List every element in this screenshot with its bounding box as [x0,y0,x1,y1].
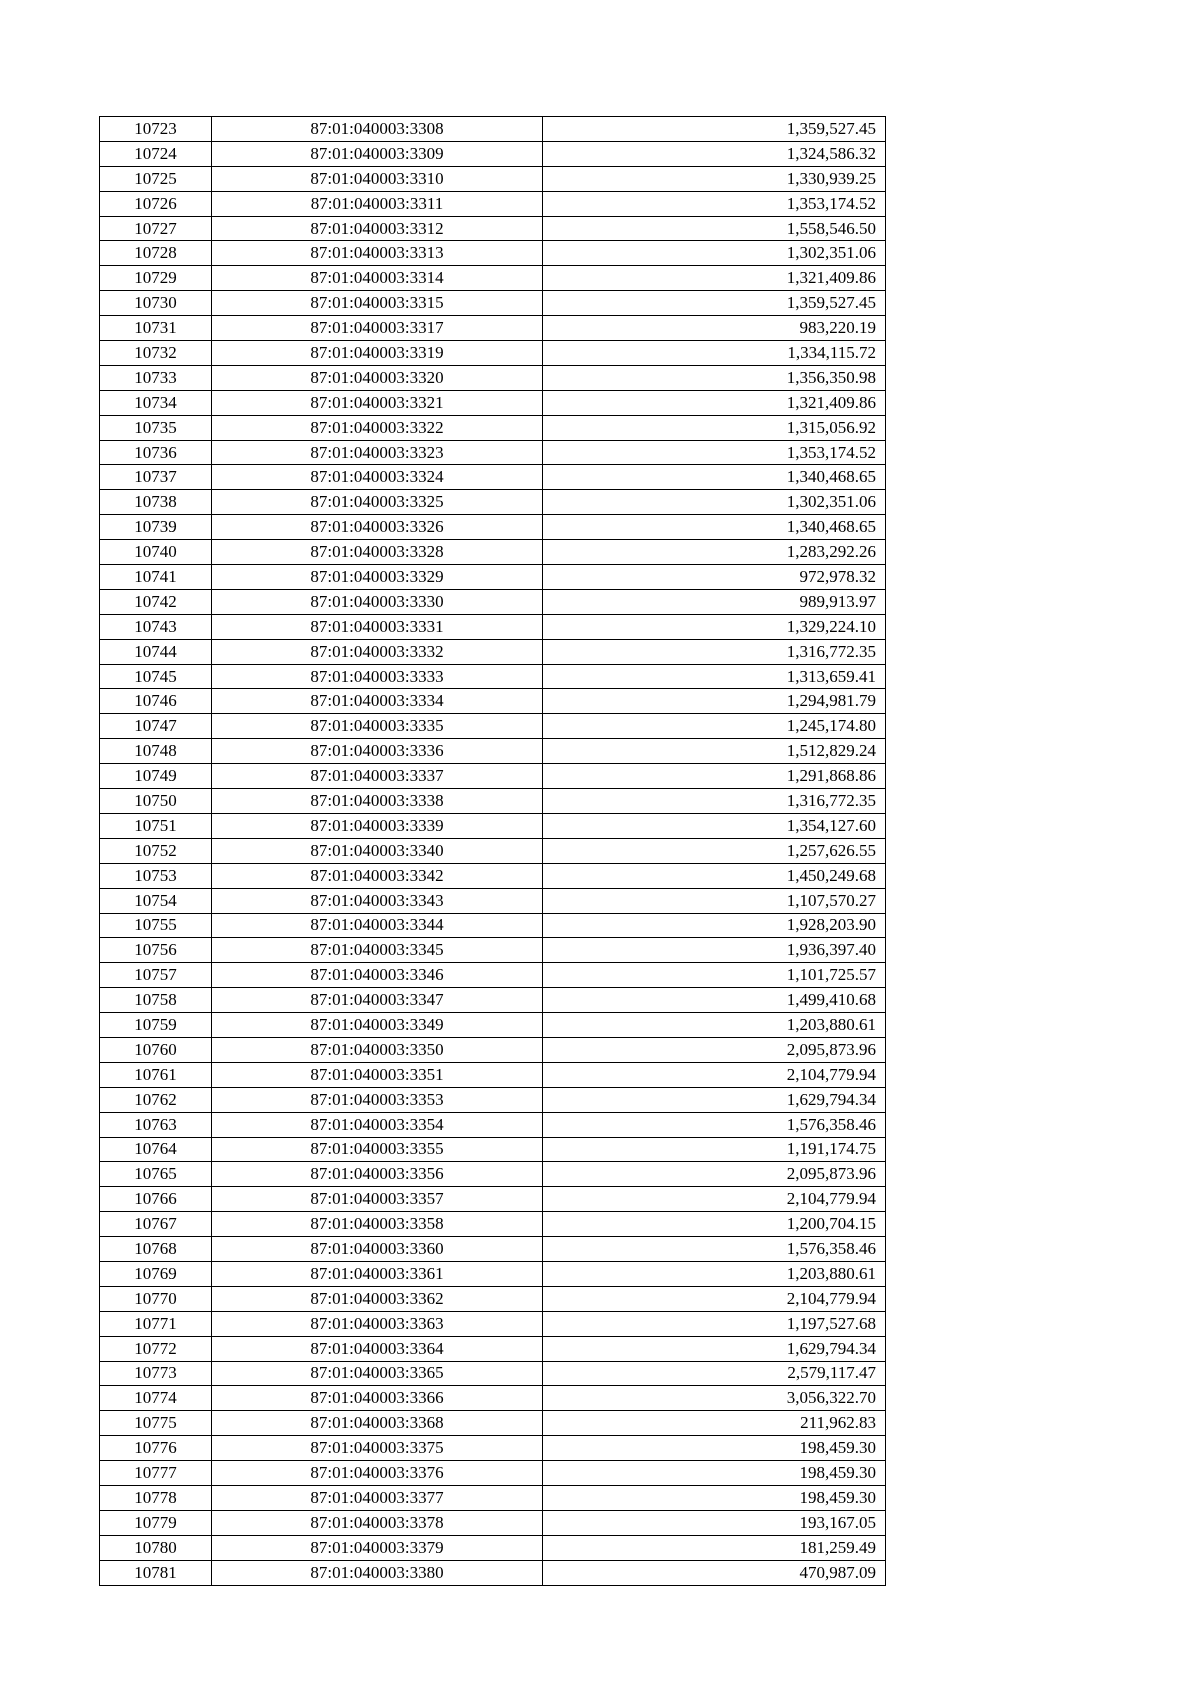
cadastral-number-cell: 87:01:040003:3342 [212,863,543,888]
row-number-cell: 10727 [100,216,212,241]
row-number-cell: 10737 [100,465,212,490]
value-cell: 1,353,174.52 [543,191,886,216]
table-row [100,1510,886,1535]
row-number-cell: 10758 [100,988,212,1013]
table-row [100,689,886,714]
value-cell: 1,245,174.80 [543,714,886,739]
cadastral-number-cell: 87:01:040003:3315 [212,291,543,316]
value-cell: 1,936,397.40 [543,938,886,963]
table-row [100,1311,886,1336]
value-cell: 1,928,203.90 [543,913,886,938]
value-cell: 1,257,626.55 [543,838,886,863]
value-cell: 211,962.83 [543,1411,886,1436]
value-cell: 1,629,794.34 [543,1336,886,1361]
table-row [100,515,886,540]
value-cell: 2,579,117.47 [543,1361,886,1386]
cadastral-number-cell: 87:01:040003:3334 [212,689,543,714]
table-row [100,390,886,415]
row-number-cell: 10728 [100,241,212,266]
table-row [100,1187,886,1212]
table-row [100,216,886,241]
value-cell: 2,104,779.94 [543,1187,886,1212]
row-number-cell: 10738 [100,490,212,515]
row-number-cell: 10759 [100,1013,212,1038]
row-number-cell: 10752 [100,838,212,863]
value-cell: 1,629,794.34 [543,1087,886,1112]
cadastral-number-cell: 87:01:040003:3313 [212,241,543,266]
row-number-cell: 10756 [100,938,212,963]
value-cell: 1,200,704.15 [543,1212,886,1237]
row-number-cell: 10767 [100,1212,212,1237]
row-number-cell: 10743 [100,614,212,639]
row-number-cell: 10774 [100,1386,212,1411]
table-row [100,1212,886,1237]
cadastral-number-cell: 87:01:040003:3346 [212,963,543,988]
cadastral-number-cell: 87:01:040003:3379 [212,1535,543,1560]
value-cell: 1,354,127.60 [543,813,886,838]
cadastral-number-cell: 87:01:040003:3325 [212,490,543,515]
cadastral-number-cell: 87:01:040003:3347 [212,988,543,1013]
row-number-cell: 10776 [100,1436,212,1461]
table-row [100,266,886,291]
table-row [100,739,886,764]
table-row [100,789,886,814]
value-cell: 1,283,292.26 [543,540,886,565]
table-row [100,838,886,863]
value-cell: 1,101,725.57 [543,963,886,988]
value-cell: 1,353,174.52 [543,440,886,465]
cadastral-number-cell: 87:01:040003:3351 [212,1062,543,1087]
row-number-cell: 10769 [100,1261,212,1286]
table-row [100,1237,886,1262]
row-number-cell: 10731 [100,316,212,341]
cadastral-number-cell: 87:01:040003:3311 [212,191,543,216]
table-row [100,1361,886,1386]
row-number-cell: 10747 [100,714,212,739]
cadastral-number-cell: 87:01:040003:3363 [212,1311,543,1336]
table-row [100,863,886,888]
value-cell: 1,558,546.50 [543,216,886,241]
row-number-cell: 10739 [100,515,212,540]
cadastral-number-cell: 87:01:040003:3308 [212,117,543,142]
cadastral-number-cell: 87:01:040003:3330 [212,589,543,614]
row-number-cell: 10761 [100,1062,212,1087]
value-cell: 198,459.30 [543,1485,886,1510]
table-row [100,1087,886,1112]
row-number-cell: 10741 [100,565,212,590]
value-cell: 1,316,772.35 [543,789,886,814]
row-number-cell: 10740 [100,540,212,565]
value-cell: 1,294,981.79 [543,689,886,714]
table-row [100,1261,886,1286]
cadastral-number-cell: 87:01:040003:3354 [212,1112,543,1137]
cadastral-number-cell: 87:01:040003:3362 [212,1286,543,1311]
row-number-cell: 10765 [100,1162,212,1187]
row-number-cell: 10772 [100,1336,212,1361]
row-number-cell: 10736 [100,440,212,465]
table-row [100,1336,886,1361]
row-number-cell: 10726 [100,191,212,216]
table-row [100,117,886,142]
cadastral-number-cell: 87:01:040003:3338 [212,789,543,814]
value-cell: 1,197,527.68 [543,1311,886,1336]
table-row [100,1037,886,1062]
cadastral-number-cell: 87:01:040003:3345 [212,938,543,963]
value-cell: 1,340,468.65 [543,465,886,490]
table-row [100,1485,886,1510]
cadastral-number-cell: 87:01:040003:3365 [212,1361,543,1386]
table-row [100,1062,886,1087]
cadastral-number-cell: 87:01:040003:3309 [212,141,543,166]
table-row [100,1411,886,1436]
table-row [100,490,886,515]
value-cell: 198,459.30 [543,1436,886,1461]
row-number-cell: 10764 [100,1137,212,1162]
value-cell: 1,512,829.24 [543,739,886,764]
table-row [100,813,886,838]
table-row [100,465,886,490]
table-row [100,440,886,465]
row-number-cell: 10742 [100,589,212,614]
cadastral-number-cell: 87:01:040003:3320 [212,365,543,390]
cadastral-number-cell: 87:01:040003:3349 [212,1013,543,1038]
row-number-cell: 10732 [100,341,212,366]
cadastral-number-cell: 87:01:040003:3368 [212,1411,543,1436]
row-number-cell: 10723 [100,117,212,142]
table-row [100,1560,886,1585]
value-cell: 2,104,779.94 [543,1286,886,1311]
value-cell: 1,302,351.06 [543,241,886,266]
row-number-cell: 10744 [100,639,212,664]
cadastral-number-cell: 87:01:040003:3360 [212,1237,543,1262]
row-number-cell: 10730 [100,291,212,316]
value-cell: 1,315,056.92 [543,415,886,440]
table-row [100,1535,886,1560]
table-row [100,1286,886,1311]
table-row [100,191,886,216]
table-row [100,639,886,664]
table-row [100,565,886,590]
value-cell: 1,191,174.75 [543,1137,886,1162]
cadastral-number-cell: 87:01:040003:3329 [212,565,543,590]
table-row [100,938,886,963]
row-number-cell: 10763 [100,1112,212,1137]
value-cell: 1,359,527.45 [543,117,886,142]
row-number-cell: 10725 [100,166,212,191]
table-row [100,415,886,440]
row-number-cell: 10746 [100,689,212,714]
cadastral-number-cell: 87:01:040003:3332 [212,639,543,664]
table-row [100,714,886,739]
row-number-cell: 10768 [100,1237,212,1262]
row-number-cell: 10779 [100,1510,212,1535]
table-row [100,1461,886,1486]
value-cell: 1,316,772.35 [543,639,886,664]
cadastral-number-cell: 87:01:040003:3353 [212,1087,543,1112]
cadastral-number-cell: 87:01:040003:3335 [212,714,543,739]
cadastral-number-cell: 87:01:040003:3326 [212,515,543,540]
cadastral-number-cell: 87:01:040003:3361 [212,1261,543,1286]
value-cell: 1,576,358.46 [543,1112,886,1137]
value-cell: 1,334,115.72 [543,341,886,366]
row-number-cell: 10780 [100,1535,212,1560]
table-row [100,988,886,1013]
value-cell: 2,104,779.94 [543,1062,886,1087]
value-cell: 1,313,659.41 [543,664,886,689]
data-table [99,116,886,1586]
cadastral-number-cell: 87:01:040003:3366 [212,1386,543,1411]
value-cell: 1,329,224.10 [543,614,886,639]
row-number-cell: 10757 [100,963,212,988]
row-number-cell: 10766 [100,1187,212,1212]
cadastral-number-cell: 87:01:040003:3324 [212,465,543,490]
value-cell: 1,203,880.61 [543,1013,886,1038]
cadastral-number-cell: 87:01:040003:3364 [212,1336,543,1361]
cadastral-number-cell: 87:01:040003:3331 [212,614,543,639]
cadastral-number-cell: 87:01:040003:3378 [212,1510,543,1535]
value-cell: 1,359,527.45 [543,291,886,316]
value-cell: 1,499,410.68 [543,988,886,1013]
row-number-cell: 10753 [100,863,212,888]
cadastral-number-cell: 87:01:040003:3317 [212,316,543,341]
value-cell: 983,220.19 [543,316,886,341]
value-cell: 972,978.32 [543,565,886,590]
value-cell: 1,576,358.46 [543,1237,886,1262]
table-row [100,1137,886,1162]
row-number-cell: 10729 [100,266,212,291]
row-number-cell: 10771 [100,1311,212,1336]
cadastral-number-cell: 87:01:040003:3340 [212,838,543,863]
value-cell: 1,321,409.86 [543,390,886,415]
value-cell: 1,291,868.86 [543,764,886,789]
cadastral-number-cell: 87:01:040003:3376 [212,1461,543,1486]
table-row [100,664,886,689]
table-row [100,888,886,913]
cadastral-number-cell: 87:01:040003:3319 [212,341,543,366]
value-cell: 181,259.49 [543,1535,886,1560]
row-number-cell: 10735 [100,415,212,440]
row-number-cell: 10734 [100,390,212,415]
table-row [100,764,886,789]
cadastral-number-cell: 87:01:040003:3337 [212,764,543,789]
table-body [100,117,886,1586]
table-row [100,913,886,938]
table-row [100,614,886,639]
table-row [100,1112,886,1137]
cadastral-number-cell: 87:01:040003:3314 [212,266,543,291]
cadastral-number-cell: 87:01:040003:3321 [212,390,543,415]
value-cell: 2,095,873.96 [543,1037,886,1062]
cadastral-number-cell: 87:01:040003:3377 [212,1485,543,1510]
cadastral-number-cell: 87:01:040003:3356 [212,1162,543,1187]
table-row [100,141,886,166]
table-row [100,1436,886,1461]
value-cell: 1,340,468.65 [543,515,886,540]
table-row [100,589,886,614]
row-number-cell: 10748 [100,739,212,764]
row-number-cell: 10777 [100,1461,212,1486]
value-cell: 1,324,586.32 [543,141,886,166]
value-cell: 193,167.05 [543,1510,886,1535]
table-row [100,365,886,390]
table-row [100,540,886,565]
cadastral-number-cell: 87:01:040003:3343 [212,888,543,913]
table-row [100,1162,886,1187]
value-cell: 1,330,939.25 [543,166,886,191]
row-number-cell: 10749 [100,764,212,789]
cadastral-number-cell: 87:01:040003:3350 [212,1037,543,1062]
table-row [100,1013,886,1038]
table-row [100,316,886,341]
row-number-cell: 10745 [100,664,212,689]
cadastral-number-cell: 87:01:040003:3375 [212,1436,543,1461]
cadastral-number-cell: 87:01:040003:3323 [212,440,543,465]
cadastral-number-cell: 87:01:040003:3333 [212,664,543,689]
value-cell: 470,987.09 [543,1560,886,1585]
cadastral-number-cell: 87:01:040003:3312 [212,216,543,241]
cadastral-number-cell: 87:01:040003:3322 [212,415,543,440]
table-row [100,241,886,266]
table-row [100,963,886,988]
row-number-cell: 10751 [100,813,212,838]
value-cell: 2,095,873.96 [543,1162,886,1187]
value-cell: 1,356,350.98 [543,365,886,390]
row-number-cell: 10775 [100,1411,212,1436]
row-number-cell: 10755 [100,913,212,938]
table-row [100,341,886,366]
row-number-cell: 10760 [100,1037,212,1062]
row-number-cell: 10770 [100,1286,212,1311]
row-number-cell: 10750 [100,789,212,814]
cadastral-number-cell: 87:01:040003:3328 [212,540,543,565]
value-cell: 1,107,570.27 [543,888,886,913]
table-row [100,1386,886,1411]
cadastral-number-cell: 87:01:040003:3310 [212,166,543,191]
cadastral-number-cell: 87:01:040003:3336 [212,739,543,764]
value-cell: 1,203,880.61 [543,1261,886,1286]
value-cell: 198,459.30 [543,1461,886,1486]
value-cell: 989,913.97 [543,589,886,614]
row-number-cell: 10762 [100,1087,212,1112]
cadastral-number-cell: 87:01:040003:3355 [212,1137,543,1162]
value-cell: 1,450,249.68 [543,863,886,888]
value-cell: 1,302,351.06 [543,490,886,515]
table-row [100,166,886,191]
row-number-cell: 10754 [100,888,212,913]
value-cell: 1,321,409.86 [543,266,886,291]
cadastral-number-cell: 87:01:040003:3357 [212,1187,543,1212]
row-number-cell: 10778 [100,1485,212,1510]
cadastral-number-cell: 87:01:040003:3358 [212,1212,543,1237]
row-number-cell: 10724 [100,141,212,166]
cadastral-number-cell: 87:01:040003:3339 [212,813,543,838]
table-row [100,291,886,316]
cadastral-number-cell: 87:01:040003:3344 [212,913,543,938]
cadastral-number-cell: 87:01:040003:3380 [212,1560,543,1585]
row-number-cell: 10733 [100,365,212,390]
row-number-cell: 10773 [100,1361,212,1386]
value-cell: 3,056,322.70 [543,1386,886,1411]
row-number-cell: 10781 [100,1560,212,1585]
